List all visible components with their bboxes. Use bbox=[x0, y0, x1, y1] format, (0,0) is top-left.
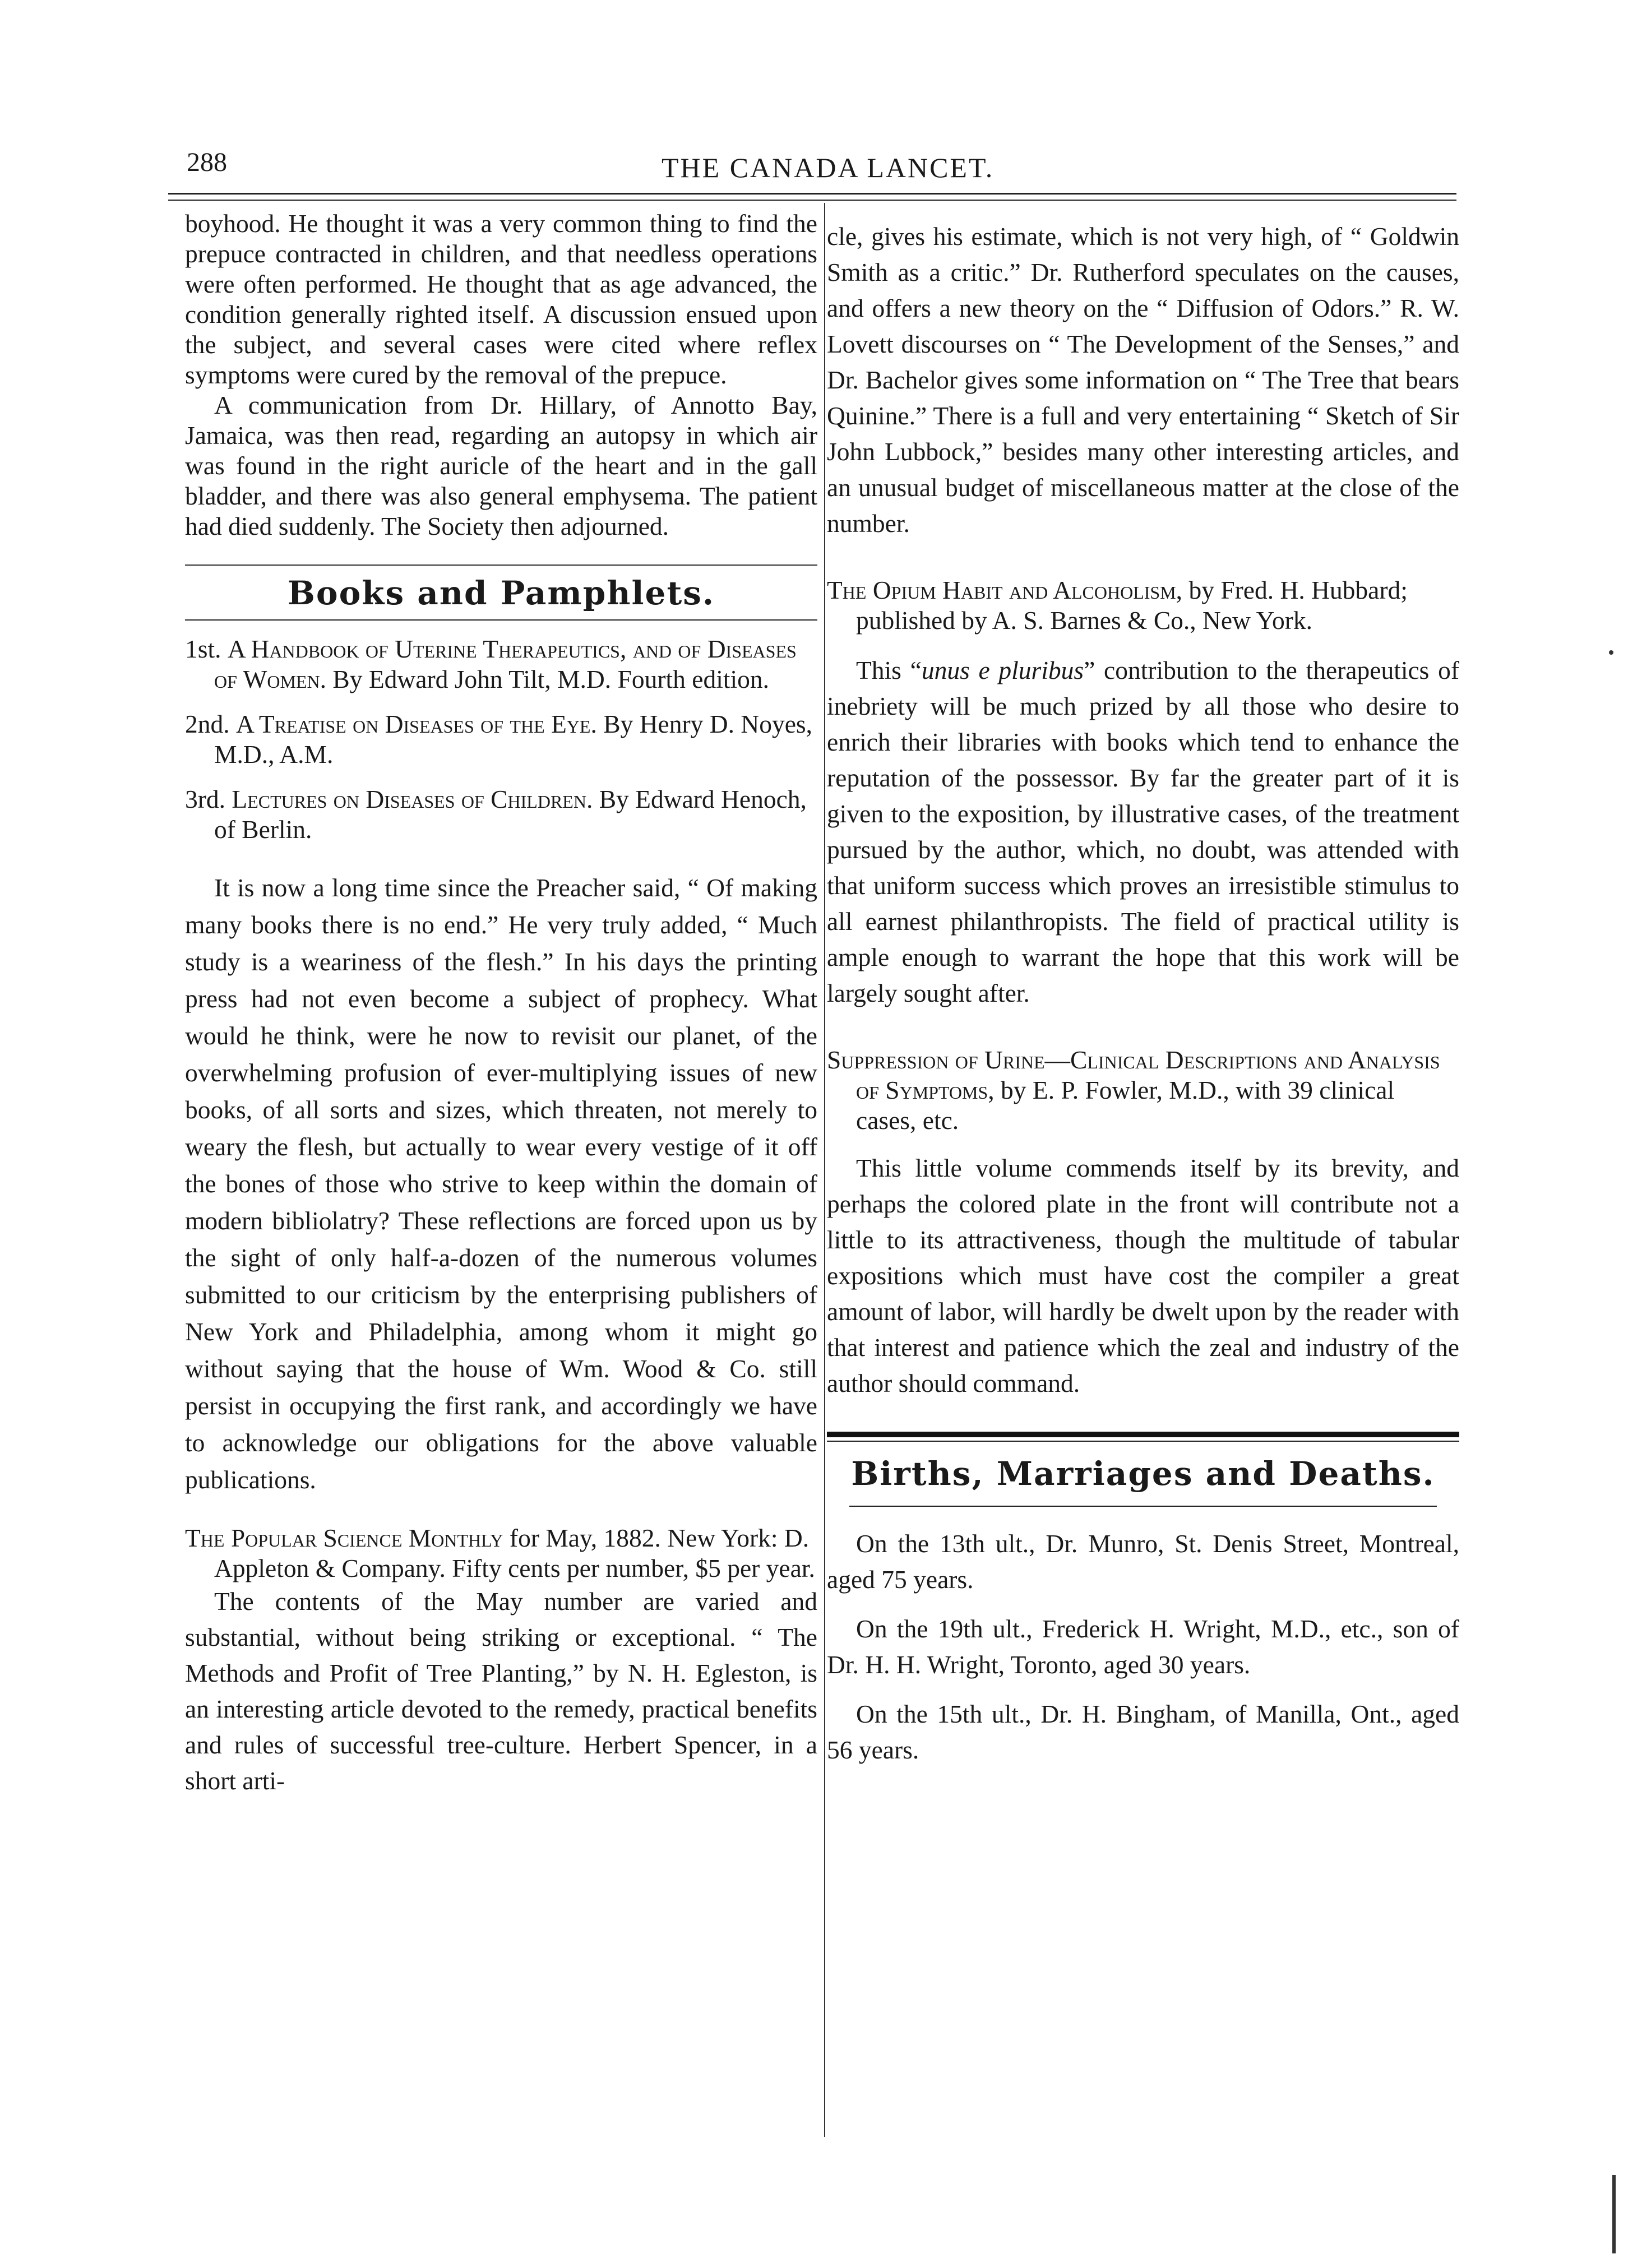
section-heading-books: Books and Pamphlets. bbox=[287, 574, 715, 612]
book-number: 3rd. bbox=[185, 785, 226, 813]
book-number: 2nd. bbox=[185, 710, 230, 738]
death-notice: On the 13th ult., Dr. Munro, St. Denis Street, Montreal, aged 75 years. bbox=[827, 1529, 1459, 1594]
death-notice: On the 19th ult., Frederick H. Wright, M.D., etc., son of Dr. H. H. Wright, Toronto, aged 30 years. bbox=[827, 1614, 1459, 1679]
running-head: THE CANADA LANCET. bbox=[662, 152, 995, 183]
paragraph: A communication from Dr. Hillary, of Annotto Bay, Jamaica, was then read, regarding an autopsy in which air was found in the right auricle of the heart and in the gall bladder, and there was also general emphysema. The patient had died suddenly. The Society then adjourned. bbox=[185, 391, 817, 540]
review-paragraph: It is now a long time since the Preacher said, “ Of making many books there is no end.” He very truly added, “ Much study is a weariness of the flesh.” In his days the printing press had not even become a subject of prophecy. What would he think, were he now to revisit our planet, of the overwhelming profusion of ever-multiplying issues of new books, of all sorts and sizes, which threaten, not merely to weary the flesh, but actually to wear every vestige of it off the bones of those who strive to keep within the domain of modern bibliolatry? These reflections are forced upon us by the sight of only half-a-dozen of the numerous volumes submitted to our criticism by the enterprising publishers of New York and Philadelphia, among whom it might go without saying that the house of Wm. Wood & Co. still persist in occupying the first rank, and accordingly we have to acknowledge our obligations for the above valuable publications. bbox=[185, 873, 817, 1494]
right-column bbox=[827, 219, 1459, 1768]
book-details: By Henry D. Noyes, M.D., A.M. bbox=[214, 710, 813, 769]
section-heading-births: Births, Marriages and Deaths. bbox=[851, 1455, 1435, 1493]
book-entry bbox=[185, 784, 817, 845]
periodical-details: for May, 1882. New York: D. Appleton & Company. Fifty cents per number, $5 per year. bbox=[214, 1524, 815, 1582]
header-rule-secondary bbox=[168, 200, 1456, 201]
review-paragraph bbox=[827, 652, 1459, 1011]
page-number: 288 bbox=[187, 147, 227, 177]
left-column bbox=[185, 209, 817, 1799]
review-paragraph: This little volume commends itself by its brevity, and perhaps the colored plate in the front will contribute not a little to its attractiveness, though the multitude of tabular expositions which must have cost the compiler a great amount of labor, will hardly be dwelt upon by the reader with that interest and patience which the zeal and industry of the author should command. bbox=[827, 1154, 1459, 1397]
book-entry bbox=[185, 709, 817, 770]
review-entry-title bbox=[827, 1045, 1459, 1136]
death-notice: On the 15th ult., Dr. H. Bingham, of Manilla, Ont., aged 56 years. bbox=[827, 1700, 1459, 1764]
book-title: A Treatise on Diseases of the Eye. bbox=[236, 710, 597, 738]
periodical-title: The Popular Science Monthly bbox=[185, 1524, 503, 1552]
paragraph: cle, gives his estimate, which is not very high, of “ Goldwin Smith as a critic.” Dr. Rutherford speculates on the causes, and offers a new theory on the “ Diffusion of Odors.” R. W. Lovett discourses on “ The Development of the Senses,” and Dr. Bachelor gives some information on “ The Tree that bears Quinine.” There is a full and very entertaining “ Sketch of Sir John Lubbock,” besides many other interesting articles, and an unusual budget of miscellaneous matter at the close of the number. bbox=[827, 222, 1459, 538]
book-details: by Fred. H. Hubbard; published by A. S. Barnes & Co., New York. bbox=[856, 576, 1408, 635]
book-title: Suppression of Urine—Clinical Descriptions and Analysis of Symptoms, bbox=[827, 1045, 1440, 1104]
review-paragraph: The contents of the May number are varied and substantial, without being striking or exceptional. “ The Methods and Profit of Tree Planting,” by N. H. Egleston, is an interesting article devoted to the remedy, practical benefits and rules of successful tree-culture. Herbert Spencer, in a short arti- bbox=[185, 1587, 817, 1795]
section-rule-thick bbox=[827, 1432, 1459, 1437]
book-details: By Edward Henoch, of Berlin. bbox=[214, 785, 807, 844]
book-details: By Edward John Tilt, M.D. Fourth edition. bbox=[332, 665, 770, 693]
latin-phrase: unus e pluribus bbox=[921, 656, 1084, 684]
header-rule bbox=[168, 193, 1456, 195]
review-entry-title bbox=[827, 575, 1459, 636]
book-title: The Opium Habit and Alcoholism, bbox=[827, 576, 1183, 604]
book-title: Lectures on Diseases of Children. bbox=[232, 785, 593, 813]
book-entry bbox=[185, 634, 817, 695]
book-title: A Handbook of Uterine Therapeutics, and of Diseases of Women. bbox=[214, 635, 797, 693]
text-run: ” contribution to the therapeutics of inebriety will be much prized by all those who desire to enrich their libraries with books which tend to enhance the reputation of the possessor. By far the greater part of it is given to the exposition, by illustrative cases, of the treatment pursued by the author, which, no doubt, was attended with that uniform success which proves an irresistible stimulus to all earnest philanthropists. The field of practical utility is ample enough to warrant the hope that this work will be largely sought after. bbox=[827, 656, 1459, 1007]
review-entry-title bbox=[185, 1523, 817, 1584]
scan-edge-mark bbox=[1612, 2175, 1621, 2253]
scan-speck bbox=[1609, 650, 1613, 655]
book-number: 1st. bbox=[185, 635, 221, 663]
paragraph: boyhood. He thought it was a very common thing to find the prepuce contracted in children, and that needless operations were often performed. He thought that as age advanced, the condition generally righted itself. A discussion ensued upon the subject, and several cases were cited where reflex symptoms were cured by the removal of the prepuce. bbox=[185, 209, 817, 389]
text-run: This “ bbox=[856, 656, 922, 684]
column-divider bbox=[824, 203, 825, 2137]
book-details: by E. P. Fowler, M.D., with 39 clinical cases, etc. bbox=[856, 1076, 1395, 1135]
